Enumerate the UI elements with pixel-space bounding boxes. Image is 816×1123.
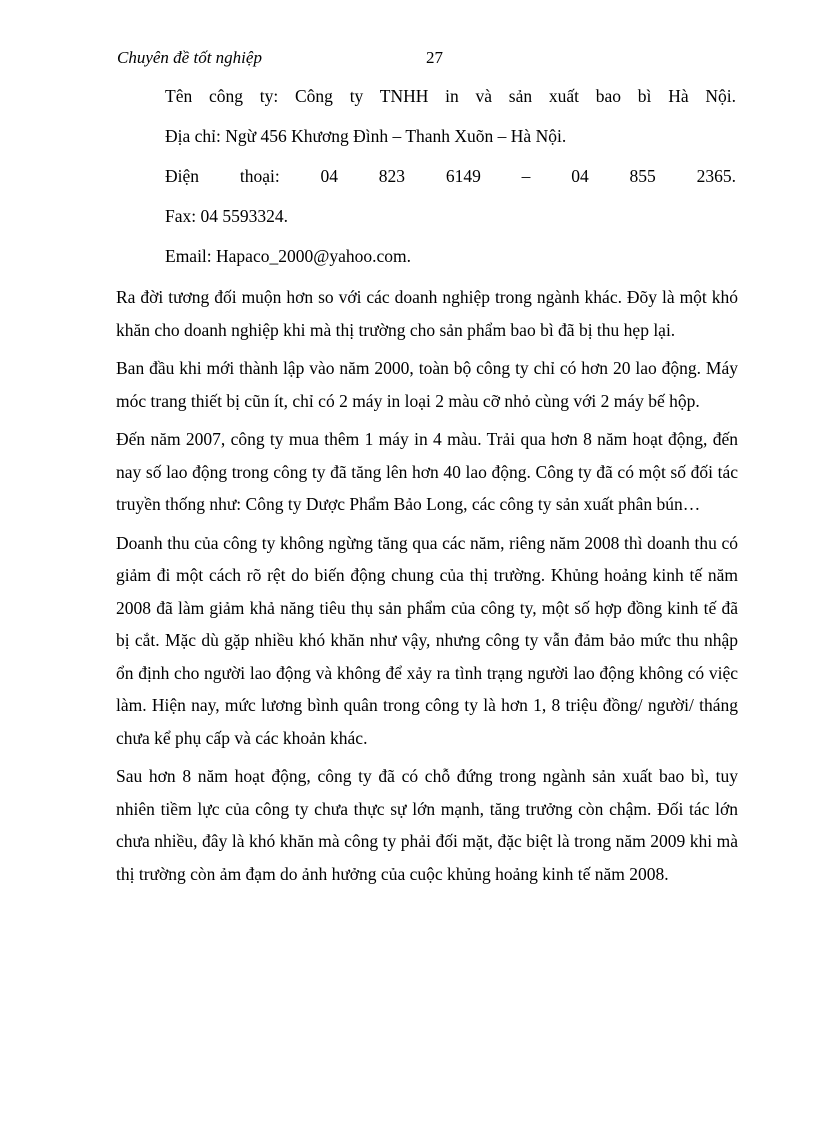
company-phone-line: Điện thoại: 04 823 6149 – 04 855 2365. — [165, 166, 736, 186]
paragraph-revenue: Doanh thu của công ty không ngừng tăng qua các năm, riêng năm 2008 thì doanh thu có giảm đi một cách rõ rệt do biến động chung của thị trường. Khủng hoảng kinh tế năm 2008 đã làm giảm khả năng tiêu thụ sản phẩm của công ty, một số hợp đồng kinh tế đã bị cắt. Mặc dù gặp nhiều khó khăn như vậy, nhưng công ty vẫn đảm bảo mức thu nhập ổn định cho người lao động và không để xảy ra tình trạng người lao động không có việc làm. Hiện nay, mức lương bình quân trong công ty là hơn 1, 8 triệu đồng/ người/ tháng chưa kể phụ cấp và các khoản khác. — [116, 532, 738, 748]
company-fax-line: Fax: 04 5593324. — [165, 206, 288, 226]
paragraph-founding: Ra đời tương đối muộn hơn so với các doanh nghiệp trong ngành khác. Đõy là một khó khăn cho doanh nghiệp khi mà thị trường cho sản phẩm bao bì đã bị thu hẹp lại. — [116, 287, 738, 340]
paragraph-outlook: Sau hơn 8 năm hoạt động, công ty đã có chỗ đứng trong ngành sản xuất bao bì, tuy nhiên tiềm lực của công ty chưa thực sự lớn mạnh, tăng trưởng còn chậm. Đối tác lớn chưa nhiều, đây là khó khăn mà công ty phải đối mặt, đặc biệt là trong năm 2009 khi mà thị trường còn ảm đạm do ảnh hưởng của cuộc khủng hoảng kinh tế năm 2008. — [116, 766, 738, 884]
body-text — [116, 281, 738, 896]
company-email-line: Email: Hapaco_2000@yahoo.com. — [165, 246, 411, 266]
company-name-line: Tên công ty: Công ty TNHH in và sản xuất bao bì Hà Nội. — [165, 86, 736, 106]
paragraph-beginning: Ban đầu khi mới thành lập vào năm 2000, toàn bộ công ty chỉ có hơn 20 lao động. Máy móc trang thiết bị cũn ít, chỉ có 2 máy in loại 2 màu cỡ nhỏ cùng với 2 máy bế hộp. — [116, 358, 738, 411]
page-number: 27 — [426, 48, 443, 67]
company-address-line: Địa chỉ: Ngừ 456 Khương Đình – Thanh Xuõn – Hà Nội. — [165, 126, 567, 146]
company-info-block — [165, 80, 736, 280]
paragraph-growth: Đến năm 2007, công ty mua thêm 1 máy in 4 màu. Trải qua hơn 8 năm hoạt động, đến nay số lao động trong công ty đã tăng lên hơn 40 lao động. Công ty đã có một số đối tác truyền thống như: Công ty Dược Phẩm Bảo Long, các công ty sản xuất phân bún… — [116, 429, 738, 514]
document-header-title: Chuyên đề tốt nghiệp — [117, 48, 262, 67]
